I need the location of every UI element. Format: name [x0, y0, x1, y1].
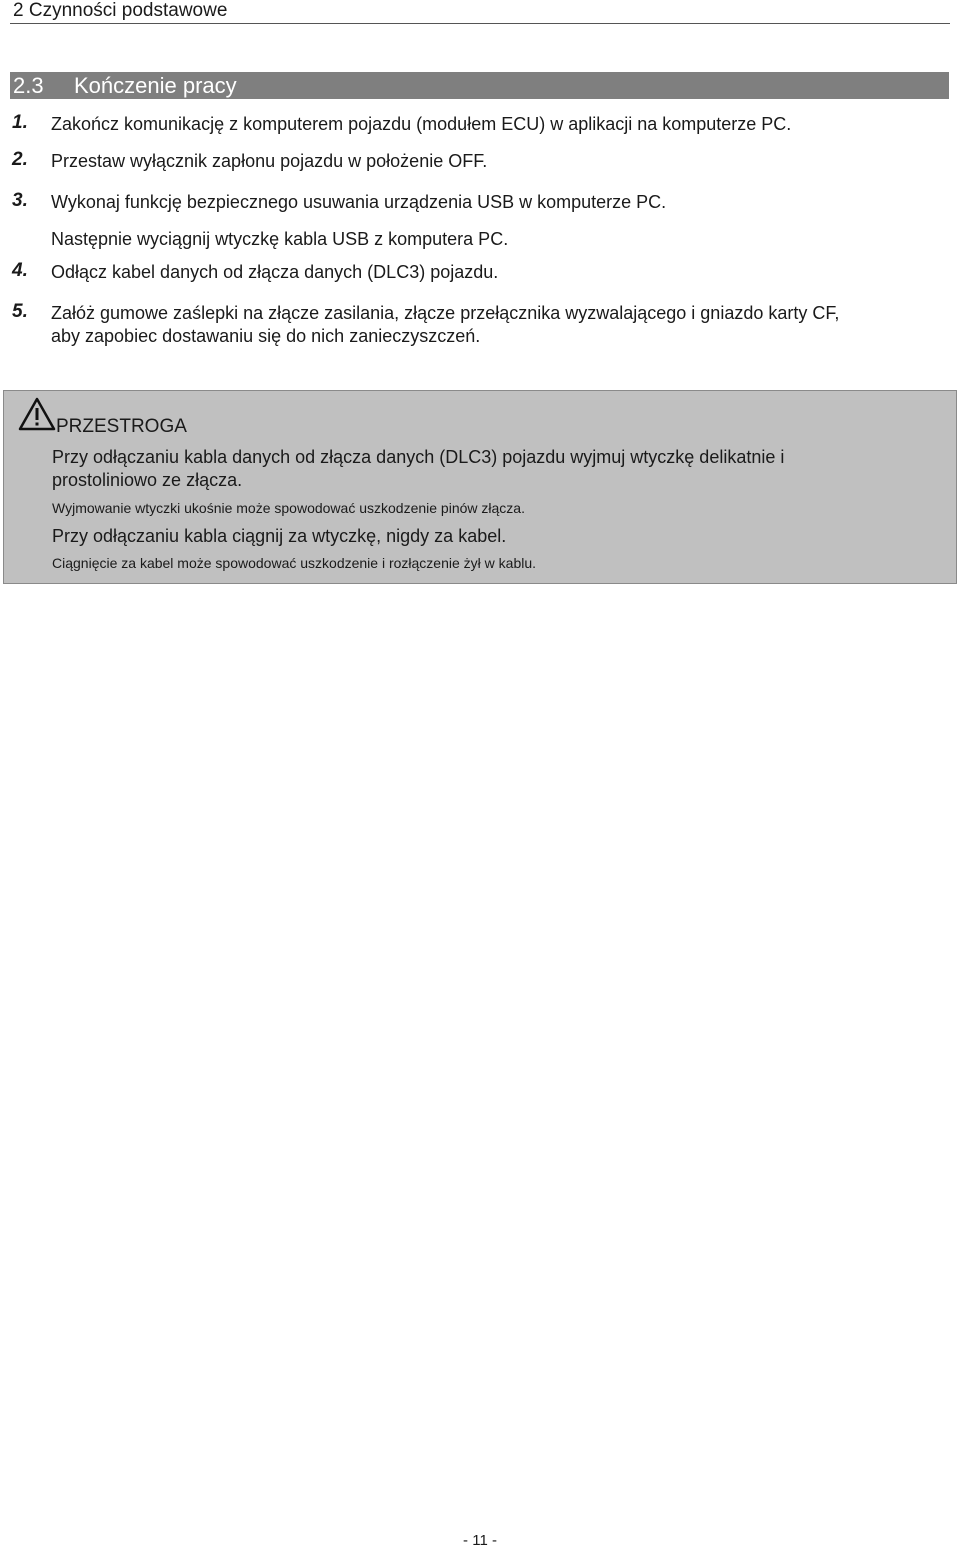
caution-text: Przy odłączaniu kabla danych od złącza danych (DLC3) pojazdu wyjmuj wtyczkę delikatnie i [52, 447, 785, 467]
page-number: - 11 - [463, 1532, 497, 1549]
section-number: 2.3 [13, 73, 44, 98]
running-header: 2 Czynności podstawowe [13, 0, 228, 21]
header-rule [10, 23, 950, 24]
step-text: aby zapobiec dostawaniu się do nich zanieczyszczeń. [51, 326, 481, 346]
step-text: Zakończ komunikację z komputerem pojazdu (modułem ECU) w aplikacji na komputerze PC. [51, 114, 792, 134]
step-text: Załóż gumowe zaślepki na złącze zasilania, złącze przełącznika wyzwalającego i gniazdo karty CF, [51, 303, 840, 323]
caution-box [3, 390, 957, 584]
step-text: Wykonaj funkcję bezpiecznego usuwania urządzenia USB w komputerze PC. [51, 192, 667, 212]
step-text: Następnie wyciągnij wtyczkę kabla USB z komputera PC. [51, 229, 509, 249]
caution-text: prostoliniowo ze złącza. [52, 470, 243, 490]
step-text: Odłącz kabel danych od złącza danych (DLC3) pojazdu. [51, 262, 499, 282]
section-heading [10, 72, 949, 99]
warning-triangle-icon [17, 396, 57, 432]
section-title: Kończenie pracy [74, 73, 237, 98]
caution-note: Wyjmowanie wtyczki ukośnie może spowodować uszkodzenie pinów złącza. [52, 500, 525, 516]
step-number: 5. [12, 301, 28, 322]
step-text: Przestaw wyłącznik zapłonu pojazdu w położenie OFF. [51, 151, 488, 171]
step-number: 3. [12, 190, 28, 211]
step-number: 1. [12, 112, 28, 133]
step-number: 2. [12, 149, 28, 170]
caution-label: PRZESTROGA [56, 416, 187, 437]
caution-note: Ciągnięcie za kabel może spowodować uszkodzenie i rozłączenie żył w kablu. [52, 555, 537, 571]
step-number: 4. [12, 260, 28, 281]
caution-text: Przy odłączaniu kabla ciągnij za wtyczkę, nigdy za kabel. [52, 526, 507, 546]
